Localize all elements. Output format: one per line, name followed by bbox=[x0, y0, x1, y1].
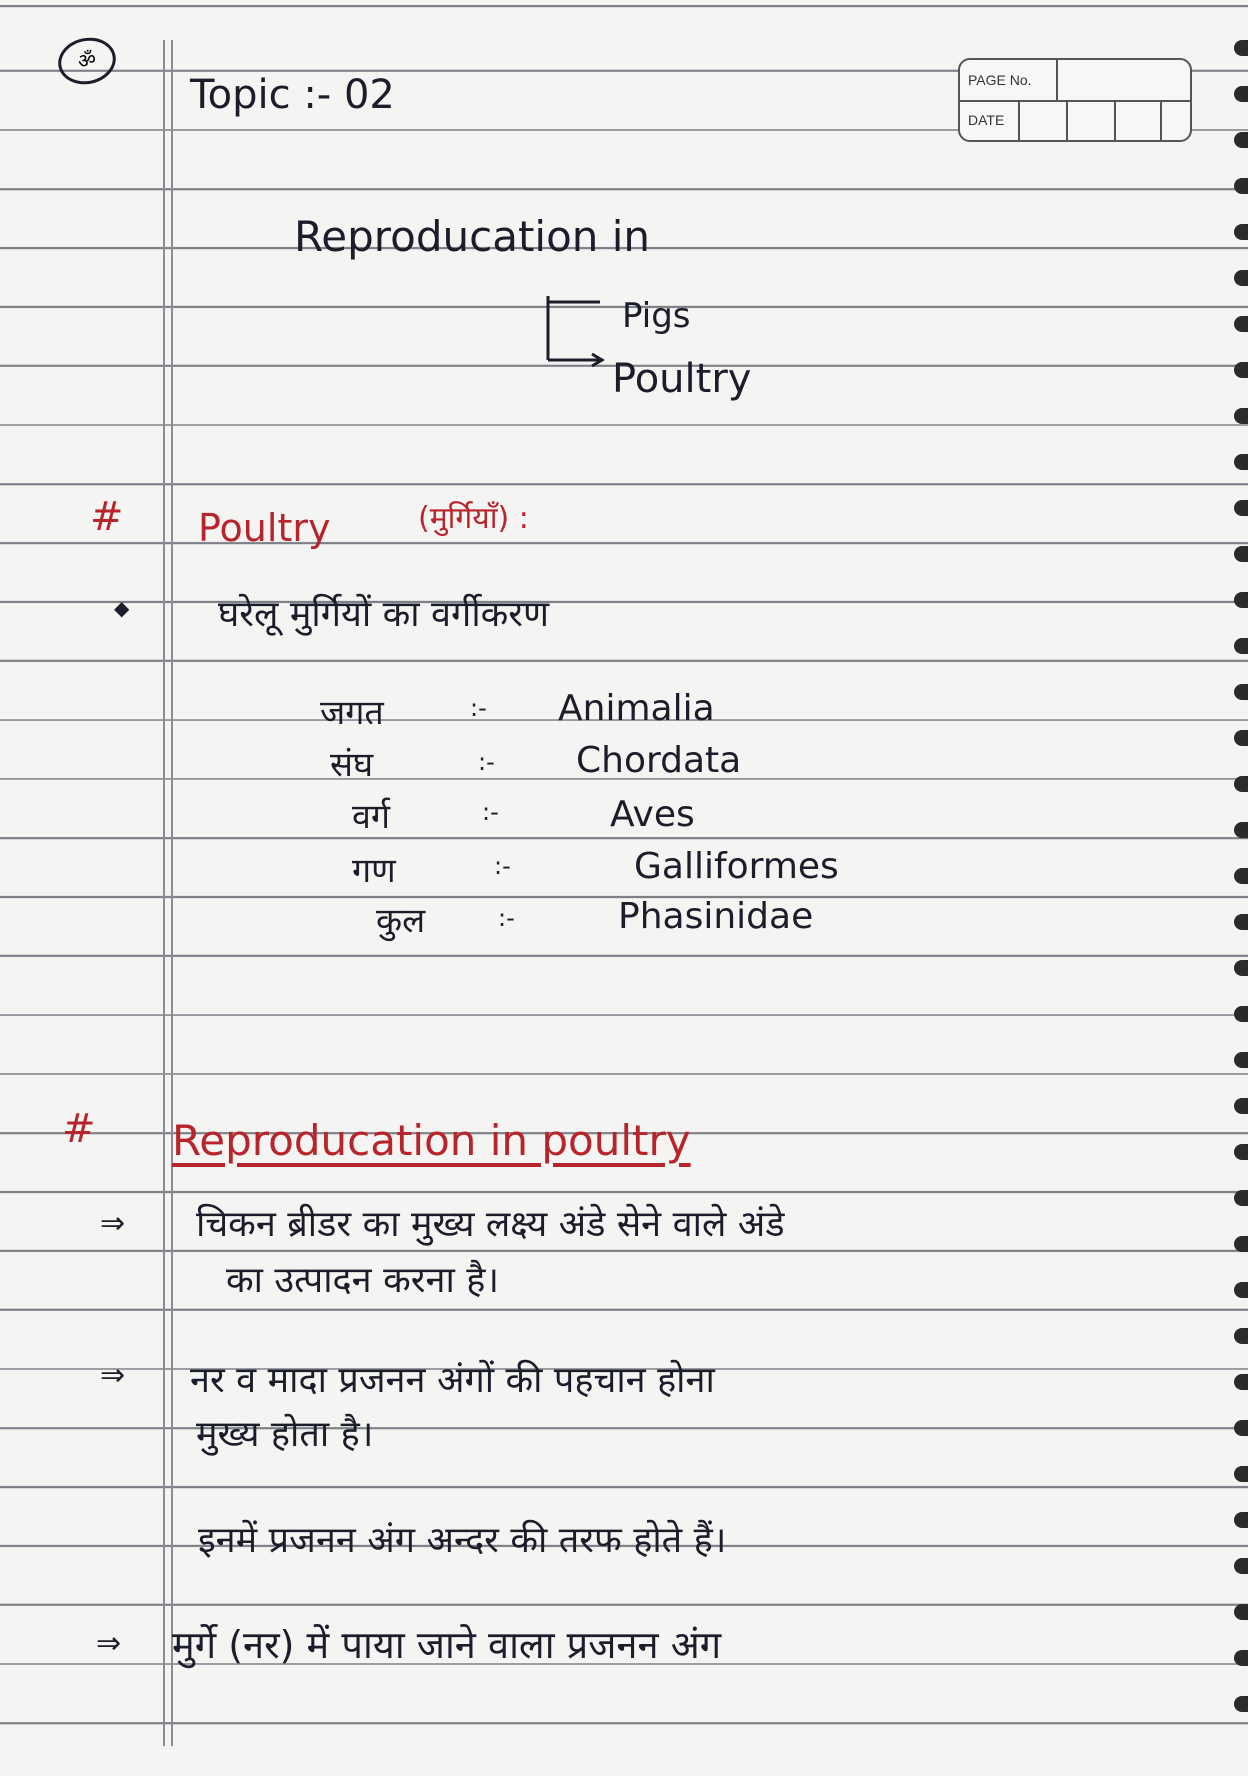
point-text-continued: का उत्पादन करना है। bbox=[226, 1260, 499, 1301]
taxonomy-rank: गण bbox=[352, 851, 396, 891]
taxonomy-separator: :- bbox=[470, 694, 487, 722]
bullet-icon: ◆ bbox=[114, 596, 130, 620]
arrow-icon: ⇒ bbox=[96, 1626, 122, 1661]
section-heading-hindi: (मुर्गियाँ) : bbox=[418, 501, 529, 536]
page-no-label: PAGE No. bbox=[968, 72, 1032, 88]
taxonomy-value: Phasinidae bbox=[618, 896, 814, 937]
section-heading: Poultry bbox=[198, 506, 331, 550]
taxonomy-rank: कुल bbox=[376, 901, 426, 941]
section-heading: Reproducation in poultry bbox=[172, 1116, 691, 1165]
branch-arrow-icon bbox=[540, 288, 620, 378]
section-marker: # bbox=[62, 1106, 96, 1152]
taxonomy-value: Animalia bbox=[558, 688, 715, 729]
title-branch-pigs: Pigs bbox=[622, 296, 691, 336]
taxonomy-separator: :- bbox=[478, 748, 495, 776]
taxonomy-rank: संघ bbox=[330, 745, 374, 785]
point-text: मुर्गे (नर) में पाया जाने वाला प्रजनन अंग bbox=[172, 1623, 722, 1667]
margin-line bbox=[163, 40, 165, 1746]
point-text: नर व मादा प्रजनन अंगों की पहचान होना bbox=[190, 1360, 715, 1401]
arrow-icon: ⇒ bbox=[100, 1206, 126, 1241]
classification-heading: घरेलू मुर्गियों का वर्गीकरण bbox=[218, 594, 550, 635]
topic-label: Topic :- 02 bbox=[190, 72, 395, 118]
title-branch-poultry: Poultry bbox=[612, 356, 752, 402]
date-label: DATE bbox=[968, 112, 1005, 128]
point-text-continued: मुख्य होता है। bbox=[196, 1414, 374, 1455]
taxonomy-value: Chordata bbox=[576, 740, 742, 781]
om-symbol-icon: ॐ bbox=[54, 32, 120, 89]
section-marker: # bbox=[90, 494, 124, 540]
margin-line-2 bbox=[171, 40, 173, 1746]
page-date-box bbox=[958, 58, 1192, 142]
taxonomy-separator: :- bbox=[482, 798, 499, 826]
arrow-icon: ⇒ bbox=[100, 1358, 126, 1393]
page-title: Reproducation in bbox=[294, 212, 651, 261]
taxonomy-value: Aves bbox=[610, 794, 695, 835]
point-text: चिकन ब्रीडर का मुख्य लक्ष्य अंडे सेने वाले अंडे bbox=[196, 1204, 785, 1245]
taxonomy-separator: :- bbox=[498, 904, 515, 932]
taxonomy-rank: वर्ग bbox=[352, 797, 391, 837]
point-text: इनमें प्रजनन अंग अन्दर की तरफ होते हैं। bbox=[198, 1520, 727, 1561]
taxonomy-separator: :- bbox=[494, 852, 511, 880]
taxonomy-value: Galliformes bbox=[634, 846, 839, 887]
taxonomy-rank: जगत bbox=[320, 693, 384, 733]
spiral-holes bbox=[1234, 40, 1248, 1740]
